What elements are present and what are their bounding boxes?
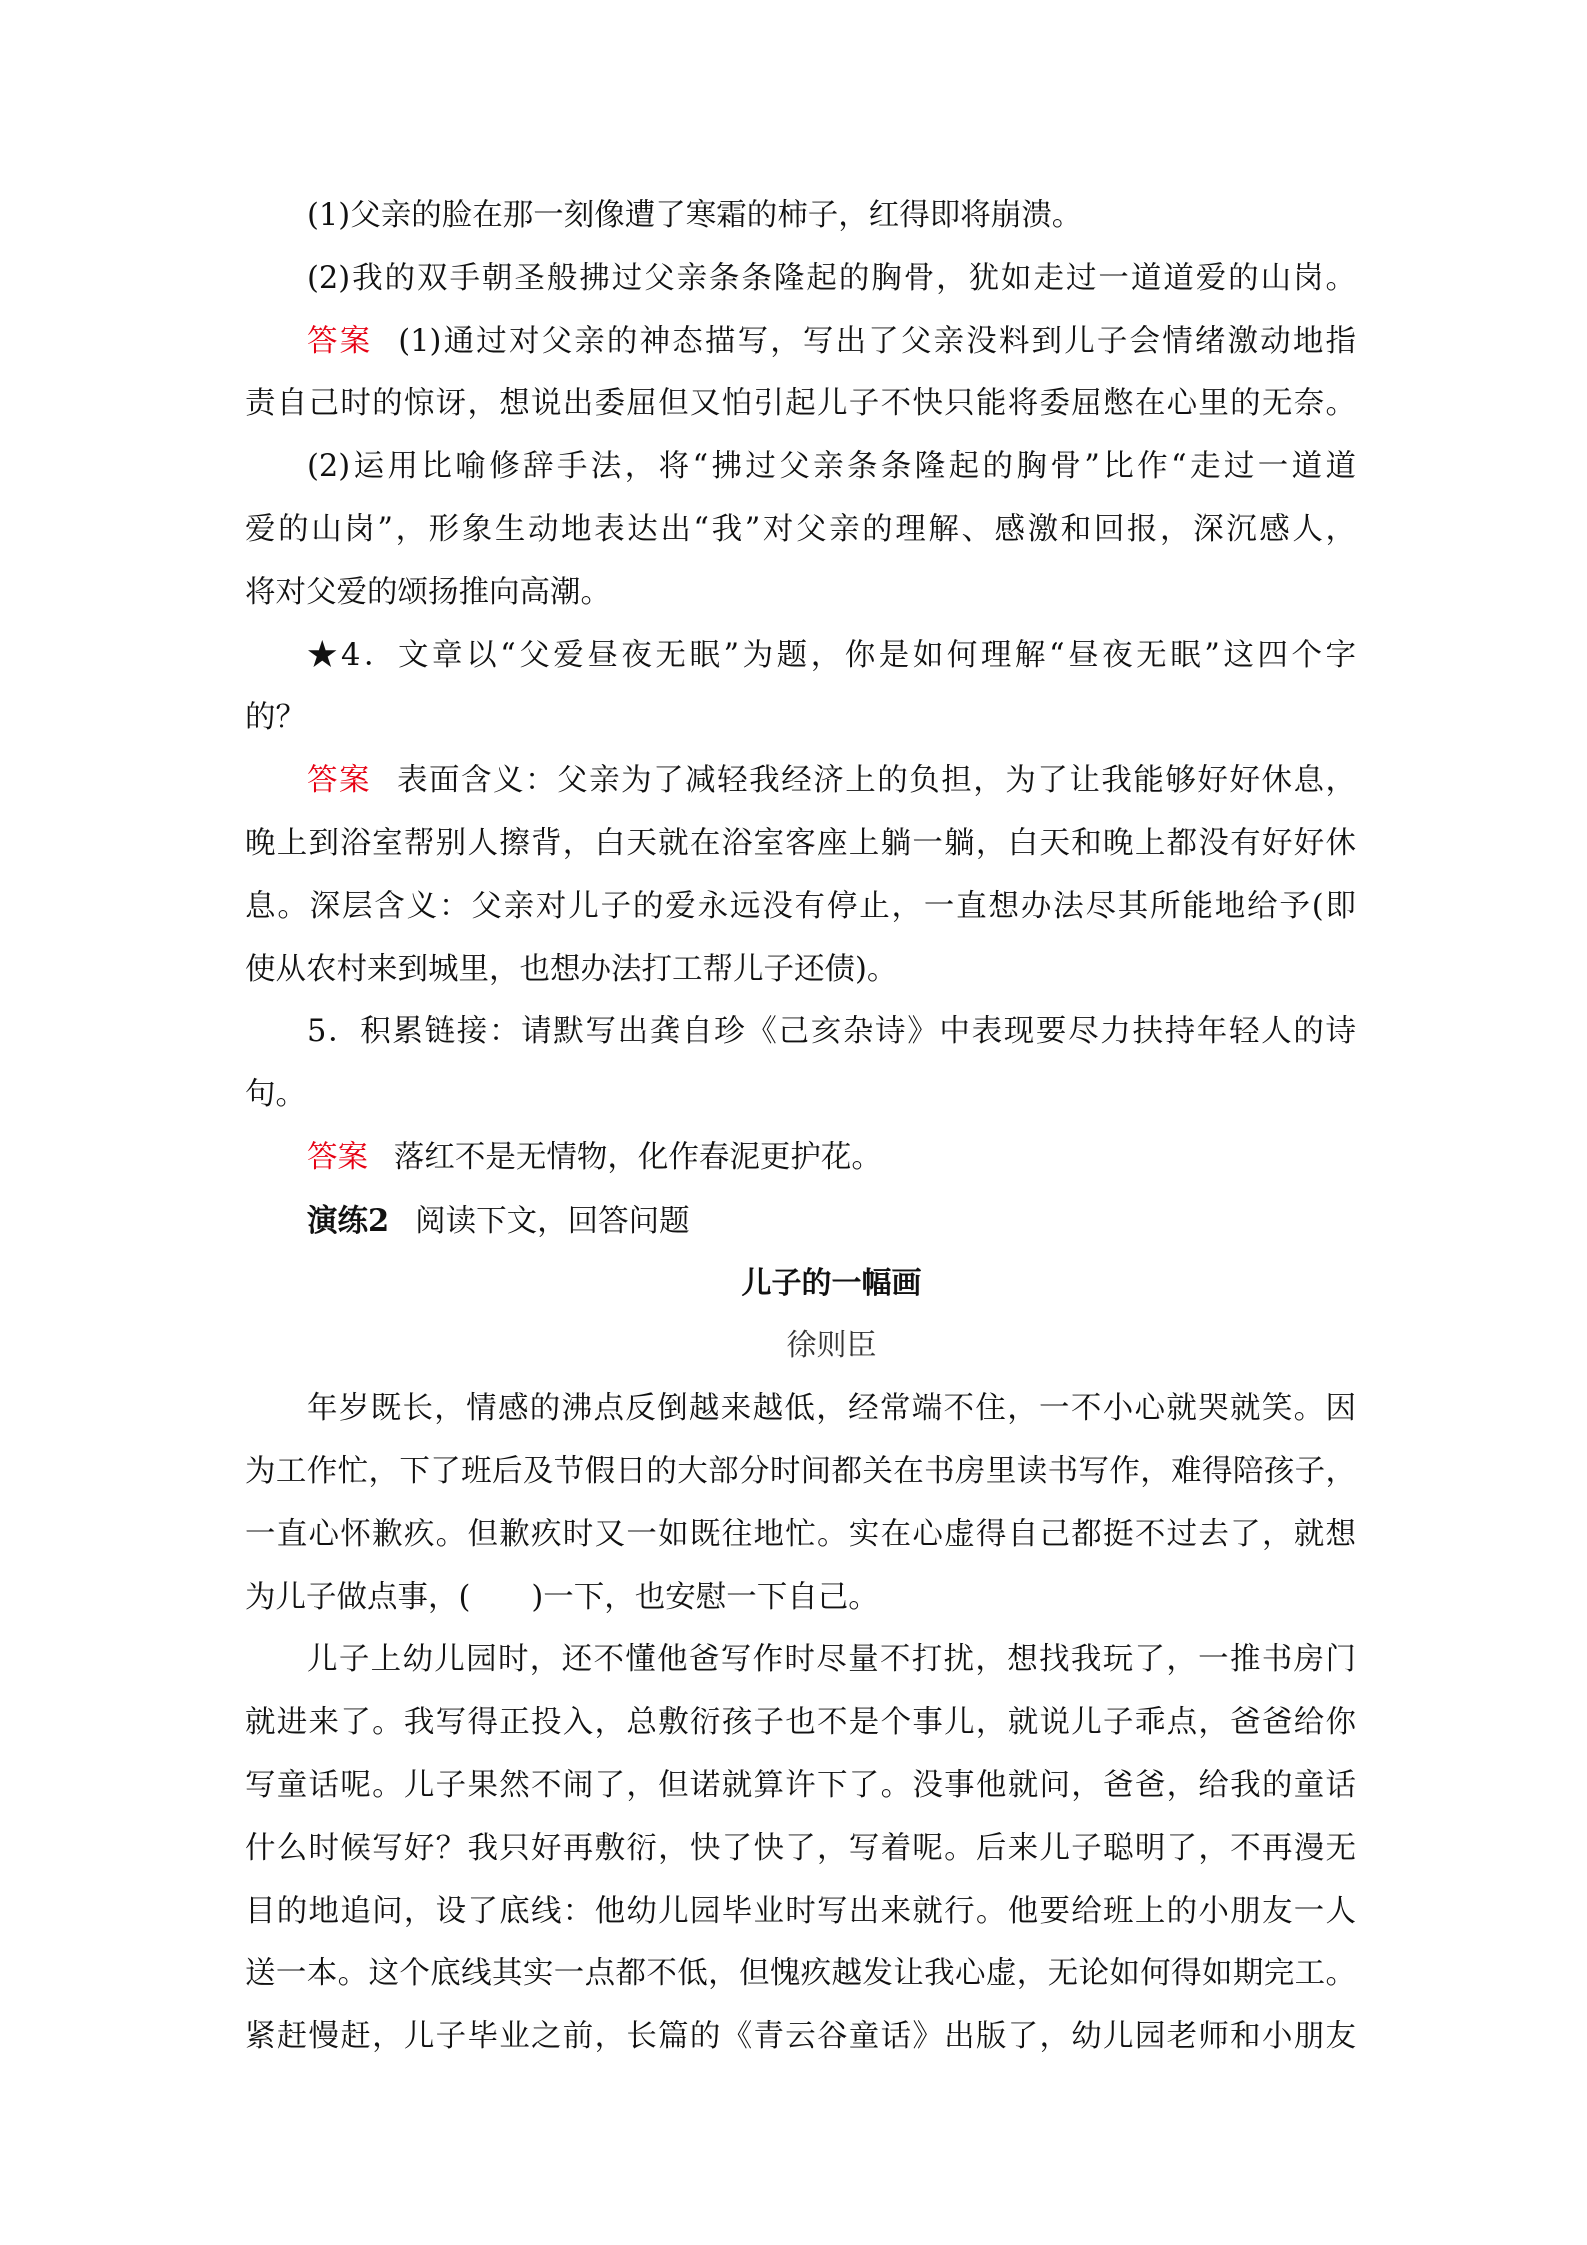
sentence-2: (2)我的双手朝圣般拂过父亲条条隆起的胸骨，犹如走过一道道爱的山岗。 — [307, 260, 1356, 296]
question-4-line: ★4．文章以“父爱昼夜无眠”为题，你是如何理解“昼夜无眠”这四个字 — [307, 637, 1356, 673]
answer-3-part2-line: (2)运用比喻修辞手法，将“拂过父亲条条隆起的胸骨”比作“走过一道道 — [307, 449, 1356, 485]
passage-line: 写童话呢。儿子果然不闹了，但诺就算许下了。没事他就问，爸爸，给我的童话 — [245, 1767, 1356, 1803]
answer-5-line — [245, 1127, 1356, 1190]
answer-3-line — [245, 311, 1356, 374]
question-4-line: 的？ — [245, 700, 306, 736]
answer-label: 答案 — [307, 1139, 368, 1175]
exercise-heading — [245, 1190, 1356, 1253]
passage-line: 什么时候写好？我只好再敷衍，快了快了，写着呢。后来儿子聪明了，不再漫无 — [245, 1830, 1356, 1866]
answer-label: 答案 — [307, 763, 372, 799]
answer-3-part2-line: 爱的山岗”，形象生动地表达出“我”对父亲的理解、感激和回报，深沉感人， — [245, 511, 1356, 547]
answer-4-line — [245, 750, 1356, 813]
exercise-instruction: 阅读下文，回答问题 — [415, 1203, 690, 1239]
exercise-label: 演练2 — [307, 1202, 390, 1239]
answer-4-line: 使从农村来到城里，也想办法打工帮儿子还债)。 — [245, 951, 898, 987]
answer-4-line: 晚上到浴室帮别人擦背，白天就在浴室客座上躺一躺，白天和晚上都没有好好休 — [245, 825, 1356, 861]
answer-4-text: 表面含义：父亲为了减轻我经济上的负担，为了让我能够好好休息， — [396, 763, 1357, 799]
passage-line: 为工作忙，下了班后及节假日的大部分时间都关在书房里读书写作，难得陪孩子， — [245, 1453, 1356, 1489]
passage-line: 就进来了。我写得正投入，总敷衍孩子也不是个事儿，就说儿子乖点，爸爸给你 — [245, 1705, 1356, 1741]
passage-line: 紧赶慢赶，儿子毕业之前，长篇的《青云谷童话》出版了，幼儿园老师和小朋友 — [245, 2019, 1356, 2055]
question-5-line: 5．积累链接：请默写出龚自珍《己亥杂诗》中表现要尽力扶持年轻人的诗 — [307, 1014, 1356, 1050]
answer-label: 答案 — [307, 323, 373, 359]
answer-5-text: 落红不是无情物，化作春泥更护花。 — [393, 1139, 882, 1175]
page-content — [245, 185, 1356, 2069]
passage-line: 儿子上幼儿园时，还不懂他爸写作时尽量不打扰，想找我玩了，一推书房门 — [307, 1642, 1356, 1678]
answer-3-part2-line: 将对父爱的颂扬推向高潮。 — [245, 574, 611, 610]
passage-line: 目的地追问，设了底线：他幼儿园毕业时写出来就行。他要给班上的小朋友一人 — [245, 1893, 1356, 1929]
passage-title: 儿子的一幅画 — [741, 1265, 922, 1301]
passage-line: 为儿子做点事，( )一下，也安慰一下自己。 — [245, 1579, 879, 1615]
answer-3-text: (1)通过对父亲的神态描写，写出了父亲没料到儿子会情绪激动地指 — [398, 323, 1357, 359]
answer-4-line: 息。深层含义：父亲对儿子的爱永远没有停止，一直想办法尽其所能地给予(即 — [245, 888, 1356, 924]
passage-line: 年岁既长，情感的沸点反倒越来越低，经常端不住，一不小心就哭就笑。因 — [307, 1391, 1356, 1427]
answer-3-line: 责自己时的惊讶，想说出委屈但又怕引起儿子不快只能将委屈憋在心里的无奈。 — [245, 386, 1356, 422]
sentence-1: (1)父亲的脸在那一刻像遭了寒霜的柿子，红得即将崩溃。 — [307, 198, 1083, 233]
question-5-line: 句。 — [245, 1077, 306, 1113]
passage-line: 一直心怀歉疚。但歉疚时又一如既往地忙。实在心虚得自己都挺不过去了，就想 — [245, 1516, 1356, 1552]
passage-line: 送一本。这个底线其实一点都不低，但愧疚越发让我心虚，无论如何得如期完工。 — [245, 1956, 1356, 1992]
passage-author: 徐则臣 — [786, 1328, 877, 1364]
